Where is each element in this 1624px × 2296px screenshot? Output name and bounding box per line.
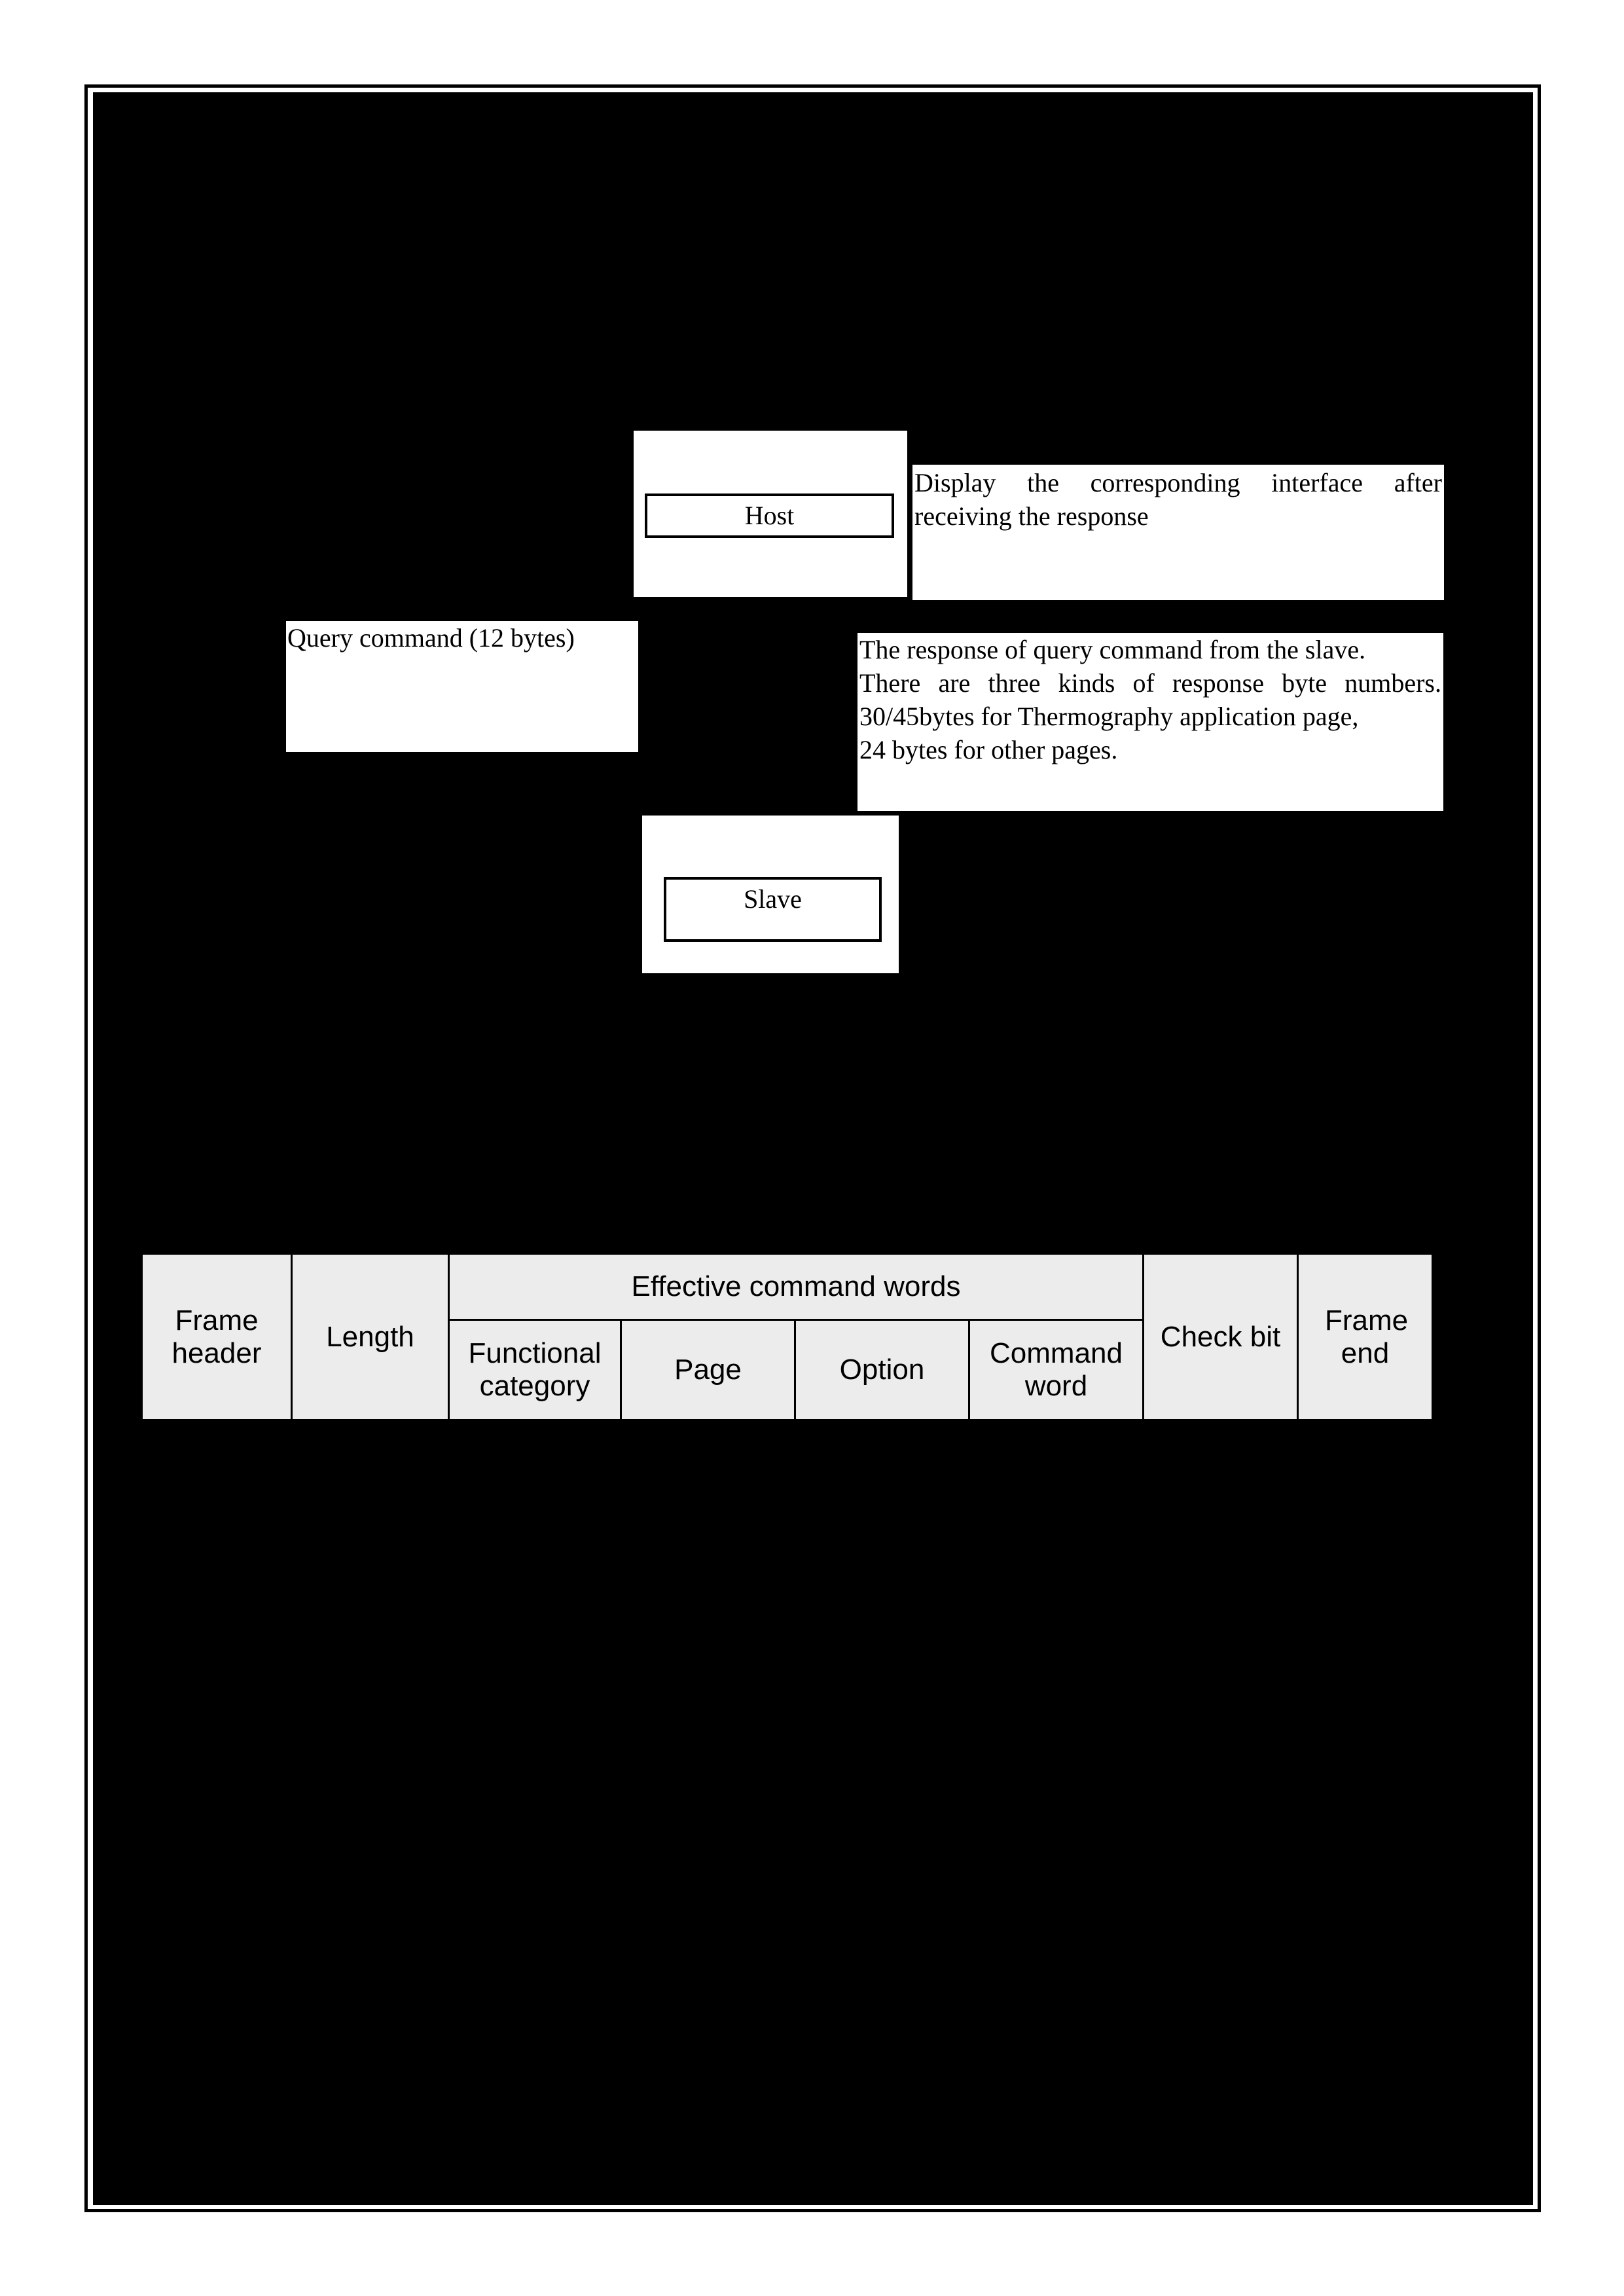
page-cell: Page [621, 1320, 795, 1420]
frame-format-table [141, 1253, 1434, 1421]
query-command-note [286, 621, 638, 752]
page-content-area [93, 92, 1533, 2205]
functional-category-cell: Functional category [449, 1320, 621, 1420]
query-command-text: Query command (12 bytes) [287, 623, 575, 653]
check-bit-cell: Check bit [1144, 1254, 1298, 1420]
command-word-cell: Command word [969, 1320, 1144, 1420]
host-node [634, 431, 907, 597]
response-note-line-3: 30/45bytes for Thermography application page, [859, 702, 1359, 731]
response-note [857, 633, 1443, 811]
host-label: Host [645, 493, 894, 538]
slave-label: Slave [664, 877, 882, 942]
frame-header-cell: Frame header [142, 1254, 292, 1420]
display-note-line-2: receiving the response [914, 501, 1149, 531]
response-note-line-4: 24 bytes for other pages. [859, 735, 1118, 764]
response-note-line-2: There are three kinds of response byte numbers. [859, 668, 1441, 698]
option-cell: Option [795, 1320, 969, 1420]
effective-command-words-cell: Effective command words [449, 1254, 1144, 1320]
response-note-line-1: The response of query command from the slave. [859, 635, 1366, 664]
length-cell: Length [292, 1254, 449, 1420]
display-note-line-1: Display the corresponding interface after [914, 468, 1442, 497]
frame-end-cell: Frame end [1298, 1254, 1433, 1420]
display-note [912, 465, 1444, 600]
slave-node [642, 816, 899, 973]
